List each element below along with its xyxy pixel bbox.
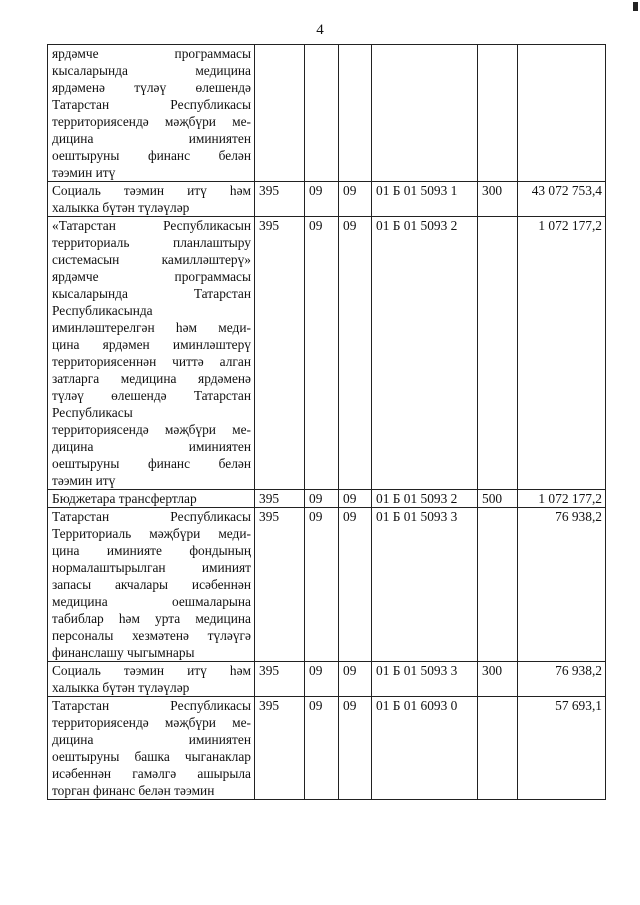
ministry-code-cell: 395 — [255, 508, 305, 662]
item-name-line: территориаль планлаштыру — [52, 235, 251, 250]
subsection-code-cell: 09 — [339, 697, 372, 800]
item-name-line: кысаларында медицина — [52, 63, 251, 78]
item-name-line: табиблар һәм урта медицина — [52, 611, 251, 626]
item-name-cell — [48, 490, 255, 508]
table-row — [48, 182, 606, 217]
section-code-cell: 09 — [305, 662, 339, 697]
item-name-line: территориясендә мәҗбүри ме- — [52, 114, 251, 129]
item-name-line: халыкка бүтән түләүләр — [52, 680, 190, 695]
amount-cell: 1 072 177,2 — [518, 490, 606, 508]
item-name-line: иминләштерелгән һәм меди- — [52, 320, 251, 335]
target-article-cell: 01 Б 01 5093 1 — [372, 182, 478, 217]
table-row — [48, 45, 606, 182]
item-name-line: персоналы хезмәтенә түләүгә — [52, 628, 251, 643]
item-name-line: цина ярдәмен иминләштерү — [52, 337, 251, 352]
item-name-line: тәэмин итү — [52, 473, 116, 488]
table-row — [48, 508, 606, 662]
target-article-cell: 01 Б 01 5093 3 — [372, 662, 478, 697]
table-body — [48, 45, 606, 800]
item-name-line: Социаль тәэмин итү һәм — [52, 183, 251, 198]
expense-type-cell: 300 — [478, 182, 518, 217]
ministry-code-cell — [255, 45, 305, 182]
section-code-cell — [305, 45, 339, 182]
item-name-cell — [48, 508, 255, 662]
item-name-line: системасын камилләштерү» — [52, 252, 251, 267]
item-name-line: исәбеннән гамәлгә ашырыла — [52, 766, 251, 781]
item-name-line: территориясеннән читтә алган — [52, 354, 251, 369]
item-name-line: Бюджетара трансфертлар — [52, 491, 197, 506]
ministry-code-cell: 395 — [255, 182, 305, 217]
amount-cell — [518, 45, 606, 182]
table-row — [48, 697, 606, 800]
item-name-line: Татарстан Республикасы — [52, 698, 251, 713]
subsection-code-cell: 09 — [339, 217, 372, 490]
expense-type-cell: 300 — [478, 662, 518, 697]
subsection-code-cell — [339, 45, 372, 182]
item-name-line: оештыруны финанс белән — [52, 148, 251, 163]
expense-type-cell: 500 — [478, 490, 518, 508]
item-name-line: оештыруны финанс белән — [52, 456, 251, 471]
amount-cell: 76 938,2 — [518, 662, 606, 697]
item-name-line: Татарстан Республикасы — [52, 97, 251, 112]
item-name-cell — [48, 182, 255, 217]
item-name-line: Татарстан Республикасы — [52, 509, 251, 524]
item-name-line: цина иминияте фондының — [52, 543, 251, 558]
item-name-line: түләү өлешендә Татарстан — [52, 388, 251, 403]
item-name-line: дицина иминиятен — [52, 131, 251, 146]
item-name-line: Республикасы — [52, 405, 133, 420]
item-name-line: медицина оешмаларына — [52, 594, 251, 609]
expense-type-cell — [478, 697, 518, 800]
ministry-code-cell: 395 — [255, 490, 305, 508]
ministry-code-cell: 395 — [255, 217, 305, 490]
target-article-cell: 01 Б 01 5093 2 — [372, 490, 478, 508]
item-name-line: тәэмин итү — [52, 165, 116, 180]
page-number: 4 — [316, 22, 324, 38]
ministry-code-cell: 395 — [255, 662, 305, 697]
item-name-cell — [48, 45, 255, 182]
item-name-line: оештыруны башка чыганаклар — [52, 749, 251, 764]
amount-cell: 43 072 753,4 — [518, 182, 606, 217]
target-article-cell — [372, 45, 478, 182]
expense-type-cell — [478, 508, 518, 662]
item-name-line: ярдәмче программасы — [52, 269, 251, 284]
ministry-code-cell: 395 — [255, 697, 305, 800]
target-article-cell: 01 Б 01 6093 0 — [372, 697, 478, 800]
expense-type-cell — [478, 45, 518, 182]
item-name-line: дицина иминиятен — [52, 439, 251, 454]
item-name-line: нормалаштырылган иминият — [52, 560, 251, 575]
item-name-line: кысаларында Татарстан — [52, 286, 251, 301]
item-name-cell — [48, 697, 255, 800]
subsection-code-cell: 09 — [339, 662, 372, 697]
item-name-line: халыкка бүтән түләүләр — [52, 200, 190, 215]
amount-cell: 57 693,1 — [518, 697, 606, 800]
amount-cell: 1 072 177,2 — [518, 217, 606, 490]
item-name-line: Республикасында — [52, 303, 153, 318]
item-name-line: территориясендә мәҗбүри ме- — [52, 422, 251, 437]
item-name-line: Территориаль мәҗбүри меди- — [52, 526, 251, 541]
item-name-line: территориясендә мәҗбүри ме- — [52, 715, 251, 730]
subsection-code-cell: 09 — [339, 490, 372, 508]
item-name-line: финанслашу чыгымнары — [52, 645, 195, 660]
item-name-line: торган финанс белән тәэмин — [52, 783, 215, 798]
target-article-cell: 01 Б 01 5093 2 — [372, 217, 478, 490]
target-article-cell: 01 Б 01 5093 3 — [372, 508, 478, 662]
subsection-code-cell: 09 — [339, 182, 372, 217]
item-name-cell — [48, 217, 255, 490]
item-name-line: ярдәмче программасы — [52, 46, 251, 61]
scan-corner-mark — [633, 2, 638, 11]
item-name-cell — [48, 662, 255, 697]
subsection-code-cell: 09 — [339, 508, 372, 662]
item-name-line: «Татарстан Республикасын — [52, 218, 251, 233]
section-code-cell: 09 — [305, 697, 339, 800]
expense-type-cell — [478, 217, 518, 490]
section-code-cell: 09 — [305, 217, 339, 490]
table-row — [48, 490, 606, 508]
amount-cell: 76 938,2 — [518, 508, 606, 662]
item-name-line: ярдәменә түләү өлешендә — [52, 80, 251, 95]
item-name-line: запасы акчалары исәбеннән — [52, 577, 251, 592]
item-name-line: дицина иминиятен — [52, 732, 251, 747]
table-row — [48, 662, 606, 697]
section-code-cell: 09 — [305, 182, 339, 217]
table-row — [48, 217, 606, 490]
budget-table — [47, 44, 606, 800]
item-name-line: затларга медицина ярдәменә — [52, 371, 251, 386]
section-code-cell: 09 — [305, 508, 339, 662]
item-name-line: Социаль тәэмин итү һәм — [52, 663, 251, 678]
section-code-cell: 09 — [305, 490, 339, 508]
